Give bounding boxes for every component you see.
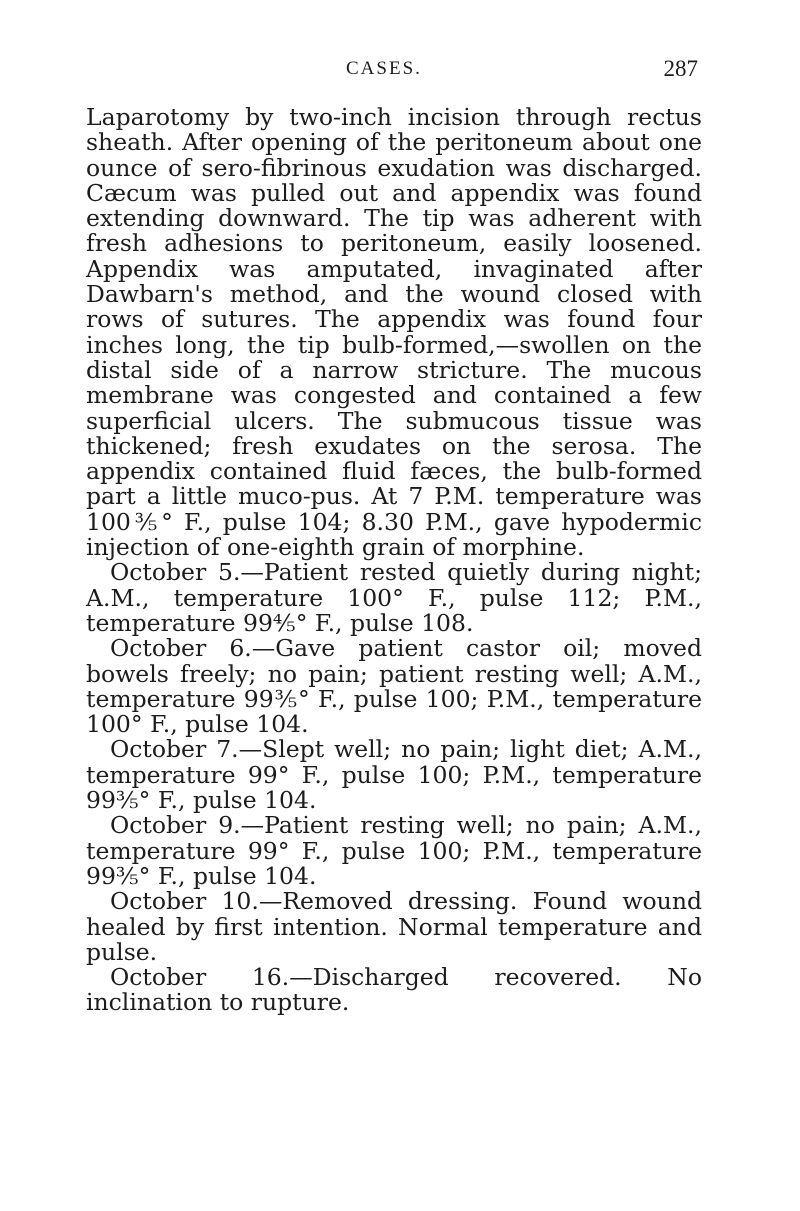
paragraph-october-16: October 16.—Discharged recovered. No inclination to rupture.: [86, 963, 702, 1017]
page-header: [88, 58, 698, 86]
paragraph-october-5: October 5.—Patient rested quietly during night; A.M., temperature 100° F., pulse 112; P.M., temperature 99⅘° F., pulse 108.: [86, 558, 702, 637]
paragraph-operation: Laparotomy by two-inch incision through rectus sheath. After opening of the peritoneum about one ounce of sero-fibrinous exudation was discharged. Cæcum was pulled out and appendix was found extending downward. The tip was adherent with fresh adhesions to peritoneum, easily loosened. Appendix was amputated, invaginated after Dawbarn's method, and the wound closed with rows of sutures. The appendix was found four inches long, the tip bulb-formed,—swollen on the distal side of a narrow stricture. The mucous membrane was congested and contained a few superficial ulcers. The submucous tissue was thickened; fresh exudates on the serosa. The appendix contained fluid fæces, the bulb-formed part a little muco-pus. At 7 P.M. temperature was 100⅗° F., pulse 104; 8.30 P.M., gave hypodermic injection of one-eighth grain of morphine.: [86, 103, 702, 562]
paragraph-october-7: October 7.—Slept well; no pain; light diet; A.M., temperature 99° F., pulse 100; P.M., temperature 99⅗° F., pulse 104.: [86, 735, 702, 815]
body-text: [86, 105, 702, 1016]
paragraph-october-10: October 10.—Removed dressing. Found wound healed by first intention. Normal temperature and pulse.: [86, 887, 702, 966]
page-number: 287: [663, 56, 698, 81]
paragraph-october-6: October 6.—Gave patient castor oil; moved bowels freely; no pain; patient resting well; A.M., temperature 99⅗° F., pulse 100; P.M., temperature 100° F., pulse 104.: [86, 634, 702, 739]
paragraph-october-9: October 9.—Patient resting well; no pain; A.M., temperature 99° F., pulse 100; P.M., temperature 99⅗° F., pulse 104.: [86, 811, 702, 890]
running-head: CASES.: [346, 58, 422, 79]
